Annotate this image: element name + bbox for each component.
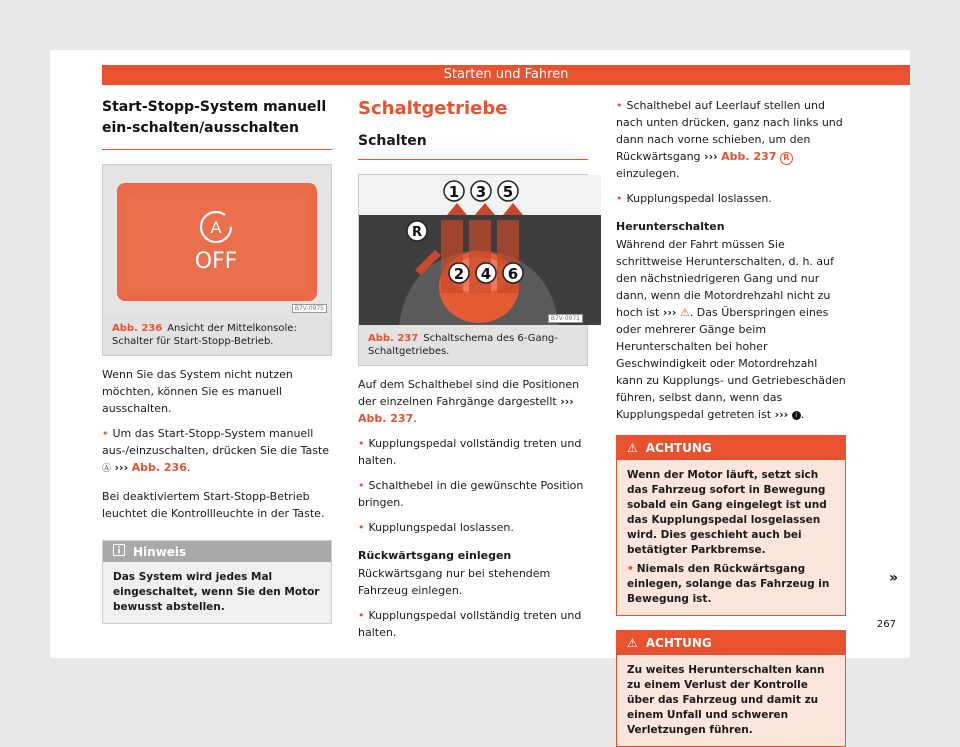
caption-text: Schaltschema des 6-Gang-Schaltgetriebes. — [368, 333, 558, 357]
start-stop-button-illustration — [103, 165, 331, 315]
warning-triangle-icon[interactable]: ⚠ — [679, 306, 690, 319]
section-subtitle: Schalten — [358, 133, 588, 160]
bullet-item: • Kupplungspedal loslassen. — [616, 192, 772, 205]
section-heading: Start-Stopp-System manuell ein-schalten/ausschalten — [102, 97, 332, 150]
figure-code: B7V-0975 — [292, 304, 327, 313]
svg-text:3: 3 — [475, 183, 487, 201]
warning-box — [616, 435, 846, 616]
chapter-title: Schaltgetriebe — [358, 98, 508, 119]
bullet-item: • Kupplungspedal loslassen. — [358, 521, 514, 534]
auto-start-stop-icon: Ⓐ — [102, 464, 112, 474]
bullet-item: • Schalthebel auf Leerlauf stellen und nach unten drücken, ganz nach links und dann nach vorne schieben, um den Rückwärtsgang ››› Abb. 237 R einzulegen. — [616, 99, 843, 180]
svg-text:4: 4 — [480, 265, 492, 283]
figure-link[interactable]: Abb. 237 — [358, 412, 414, 425]
warning-box — [616, 630, 846, 747]
figure-link[interactable]: Abb. 236 — [131, 461, 187, 474]
paragraph: Wenn Sie das System nicht nutzen möchten, können Sie es manuell ausschalten. — [102, 368, 293, 415]
page-header: Starten und Fahren — [102, 65, 910, 85]
paragraph: Auf dem Schalthebel sind die Positionen der einzelnen Fahrgänge dargestellt ››› Abb. 237. — [358, 378, 580, 425]
caption-text: Ansicht der Mittelkonsole: Schalter für Start-Stopp-Betrieb. — [112, 323, 297, 347]
bullet-item: • Kupplungspedal vollständig treten und halten. — [358, 609, 582, 639]
warning-header: ⚠ ACHTUNG — [617, 631, 845, 655]
svg-text:R: R — [411, 225, 423, 240]
column-3 — [616, 97, 846, 747]
figure-236 — [102, 164, 332, 356]
warning-text: Wenn der Motor läuft, setzt sich das Fahrzeug sofort in Bewegung sobald ein Gang eingelegt ist und das Kupplungspedal losgelassen wird. Dies geschieht auch bei betätigter Parkbremse. • Niemals den Rückwärtsgang einlegen, solange das Fahrzeug in Bewegung ist. — [617, 460, 845, 615]
paragraph: Während der Fahrt müssen Sie schrittweise Herunterschalten, d. h. auf den nächstniedrigeren Gang und nur dann, wenn die Motordrehzahl nicht zu hoch ist ››› ⚠. Das Überspringen eines oder mehrerer Gänge beim Herunterschalten bei hoher Geschwindigkeit oder Motordrehzahl kann zu Kupplungs- und Getriebeschäden führen, selbst dann, wenn das Kupplungspedal getreten ist ››› i . — [616, 238, 846, 421]
warning-triangle-icon: ⚠ — [627, 636, 638, 650]
subheading: Rückwärtsgang einlegen — [358, 549, 512, 562]
gearshift-illustration — [359, 175, 601, 325]
figure-code: B7V-0971 — [548, 314, 583, 323]
svg-text:5: 5 — [502, 183, 514, 201]
column-2 — [358, 97, 588, 641]
info-icon — [113, 544, 125, 559]
page-number: 267 — [876, 619, 896, 630]
bullet-item: • Schalthebel in die gewünschte Position bringen. — [358, 479, 584, 509]
figure-caption — [359, 325, 587, 365]
warning-bullet: • Niemals den Rückwärtsgang einlegen, solange das Fahrzeug in Bewegung ist. — [627, 563, 830, 605]
warning-header: ⚠ ACHTUNG — [617, 436, 845, 460]
start-stop-button-image — [103, 165, 331, 315]
figure-caption — [103, 315, 331, 355]
hint-box — [102, 540, 332, 624]
warning-text: Zu weites Herunterschalten kann zu einem Verlust der Kontrolle über das Fahrzeug und damit zu einem Unfall und schweren Verletzungen führen. — [617, 655, 845, 746]
caption-number: Abb. 237 — [368, 333, 419, 344]
svg-text:2: 2 — [453, 265, 465, 283]
reverse-gear-icon: R — [780, 152, 793, 165]
column-1 — [102, 97, 332, 624]
bullet-item: • Kupplungspedal vollständig treten und halten. — [358, 437, 582, 467]
svg-text:A: A — [210, 218, 222, 237]
bullet-item: • Um das Start-Stopp-System manuell aus-/einzuschalten, drücken Sie die Taste Ⓐ ››› Abb. 236. — [102, 427, 330, 474]
hint-header: Hinweis — [103, 541, 331, 562]
gearshift-image — [359, 175, 587, 325]
paragraph: Bei deaktiviertem Start-Stopp-Betrieb leuchtet die Kontrollleuchte in der Taste. — [102, 490, 325, 520]
info-icon[interactable]: i — [792, 411, 801, 420]
figure-link[interactable]: Abb. 237 — [721, 150, 777, 163]
manual-page — [50, 50, 910, 736]
subheading: Herunterschalten — [616, 220, 725, 233]
caption-number: Abb. 236 — [112, 323, 163, 334]
svg-text:6: 6 — [507, 265, 519, 283]
paragraph: Rückwärtsgang nur bei stehendem Fahrzeug einlegen. — [358, 567, 551, 597]
figure-237 — [358, 174, 588, 366]
hint-text: Das System wird jedes Mal eingeschaltet, wenn Sie den Motor bewusst abstellen. — [113, 571, 320, 613]
warning-triangle-icon: ⚠ — [627, 441, 638, 455]
svg-text:1: 1 — [448, 183, 460, 201]
continue-marker: » — [888, 570, 898, 586]
svg-text:OFF: OFF — [194, 249, 238, 274]
